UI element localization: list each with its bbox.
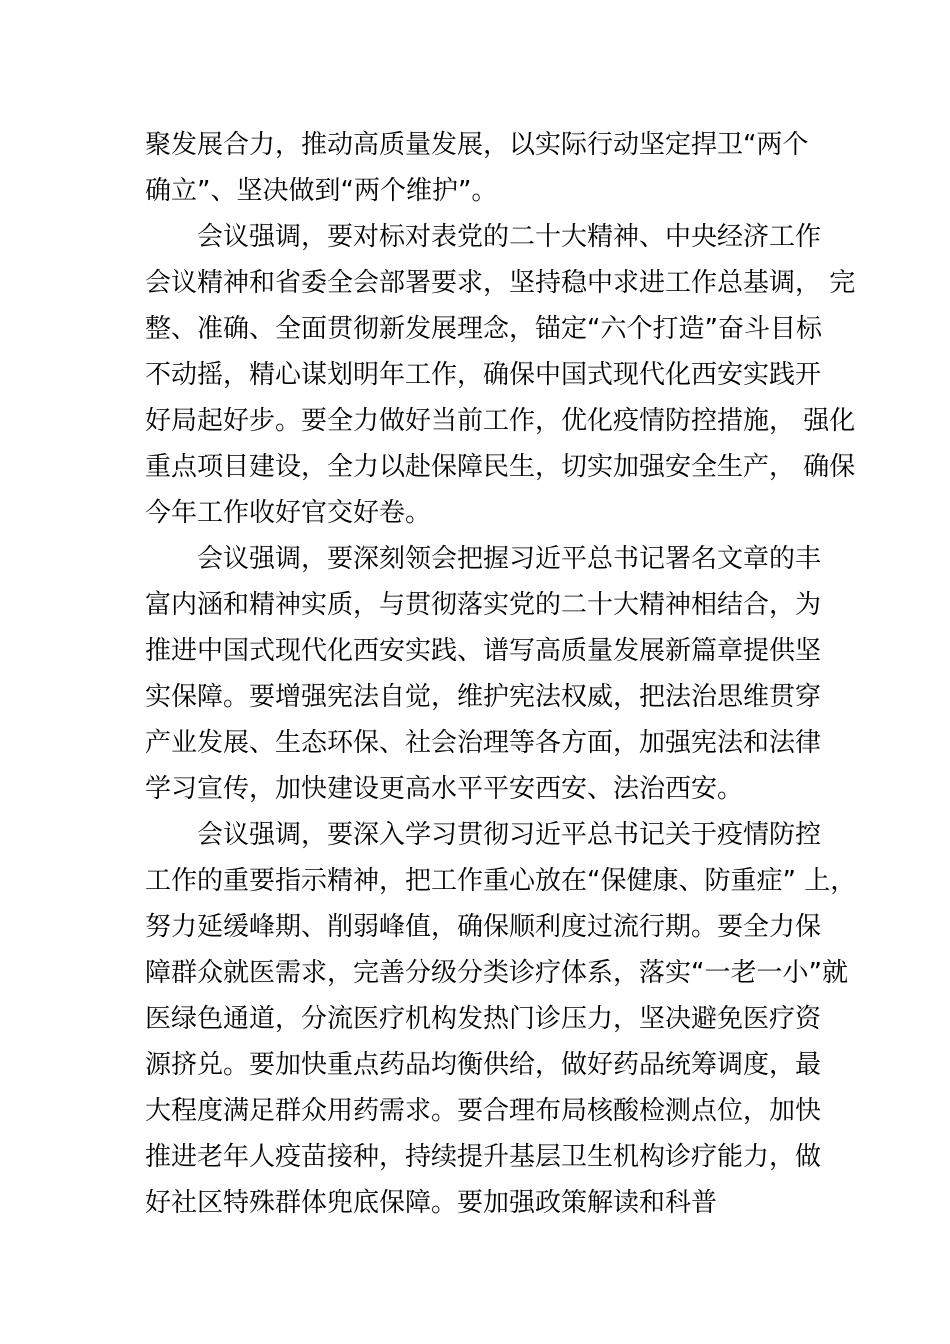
text-line: 工作的重要指示精神，把工作重心放在“保健康、防重症” 上， — [145, 866, 857, 896]
text-line: 富内涵和精神实质，与贯彻落实党的二十大精神相结合，为 — [145, 590, 822, 620]
paragraph-first-line: 会议强调，要深入学习贯彻习近平总书记关于疫情防控 — [197, 820, 822, 850]
text-line: 学习宣传，加快建设更高水平平安西安、法治西安。 — [145, 774, 744, 804]
text-line: 确立”、坚决做到“两个维护”。 — [145, 176, 498, 206]
text-line: 今年工作收好官交好卷。 — [145, 498, 432, 528]
text-line: 推进老年人疫苗接种，持续提升基层卫生机构诊疗能力，做 — [145, 1142, 822, 1172]
text-line: 源挤兑。要加快重点药品均衡供给，做好药品统筹调度，最 — [145, 1050, 822, 1080]
text-line: 努力延缓峰期、削弱峰值，确保顺利度过流行期。要全力保 — [145, 912, 822, 942]
text-line: 大程度满足群众用药需求。要合理布局核酸检测点位，加快 — [145, 1096, 822, 1126]
text-line: 重点项目建设，全力以赴保障民生，切实加强安全生产， 确保 — [145, 452, 856, 482]
text-line: 障群众就医需求，完善分级分类诊疗体系，落实“一老一小”就 — [145, 958, 848, 988]
text-line: 产业发展、生态环保、社会治理等各方面，加强宪法和法律 — [145, 728, 822, 758]
document-body — [145, 122, 857, 1226]
text-line: 实保障。要增强宪法自觉，维护宪法权威，把法治思维贯穿 — [145, 682, 822, 712]
text-line: 医绿色通道，分流医疗机构发热门诊压力，坚决避免医疗资 — [145, 1004, 822, 1034]
text-line: 整、准确、全面贯彻新发展理念，锚定“六个打造”奋斗目标 — [145, 314, 822, 344]
text-line: 不动摇，精心谋划明年工作，确保中国式现代化西安实践开 — [145, 360, 822, 390]
text-line: 好局起好步。要全力做好当前工作，优化疫情防控措施， 强化 — [145, 406, 856, 436]
text-line: 推进中国式现代化西安实践、谱写高质量发展新篇章提供坚 — [145, 636, 822, 666]
text-line: 聚发展合力，推动高质量发展，以实际行动坚定捍卫“两个 — [145, 130, 809, 160]
paragraph-first-line: 会议强调，要深刻领会把握习近平总书记署名文章的丰 — [197, 544, 822, 574]
text-line: 会议精神和省委全会部署要求，坚持稳中求进工作总基调， 完 — [145, 268, 856, 298]
paragraph-first-line: 会议强调，要对标对表党的二十大精神、中央经济工作 — [197, 222, 822, 252]
text-line: 好社区特殊群体兜底保障。要加强政策解读和科普 — [145, 1188, 718, 1218]
